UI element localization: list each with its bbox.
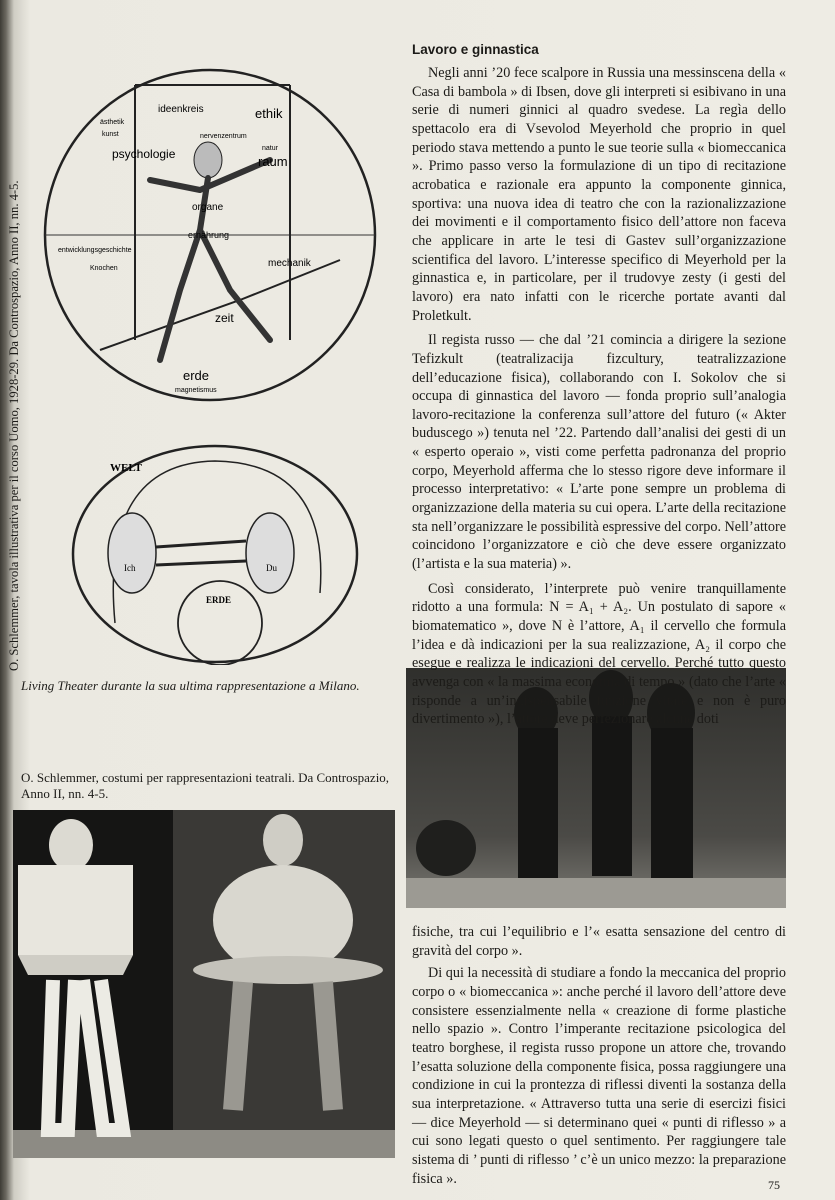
- caption-vertical: O. Schlemmer, tavola illustrativa per il corso Uomo, 1928-29. Da Controspazio, Anno II, nn. 4-5.: [7, 180, 21, 671]
- page-number: 75: [768, 1178, 780, 1192]
- label-raum: raum: [258, 154, 288, 169]
- label-welt: WELT: [110, 462, 143, 474]
- paragraph: Così considerato, l’interprete può venire tranquillamente ridotto a una formula: N = A₁ + A₂. Un postulato di sapore « biomatematico », dove N è l’attore, A₁ il cervello che formula l’idea e dà indicazioni per la sua realizzazione, A₂ il corpo che esegue e realizza le indicazioni del cervello. Perché tutto questo avvenga con « la massima economia di tempo » (dato che l’arte « risponde a un’indispensabile funzione vitale e non è puro divertimento »), l’attore deve perfezionare alcune doti: [412, 580, 786, 728]
- label-ernaehrung: ernährung: [188, 230, 230, 240]
- paragraph: Di qui la necessità di studiare a fondo la meccanica del proprio corpo o « biomeccanica »: anche perché il lavoro dell’attore deve consistere essenzialmente nella « creazione di forme plastiche nello spazio ». Contro l’imperante recitazione psicologica del teatro borghese, il regista russo propone un attore che, trovando l’esatta soluzione della componente fisica, possa raggiungere una condizione in cui la prontezza di riflessi diventi la sostanza della sua interpretazione. « Attraverso tutta una serie di esercizi fisici — dice Meyerhold — si determinano quei « punti di riflesso » a cui sono legati questo o quel sentimento. Per raggiungere tale sistema di ’ punti di riflesso ’ c’è un unico mezzo: la preparazione fisica ».: [412, 965, 786, 1187]
- caption-costumes: O. Schlemmer, costumi per rappresentazioni teatrali. Da Controspazio, Anno II, nn. 4-5.: [21, 770, 390, 801]
- label-nervenzentrum: nervenzentrum: [200, 133, 247, 140]
- column-text-2: [412, 923, 786, 1188]
- label-psychologie: psychologie: [112, 147, 176, 161]
- label-erde: erde: [183, 368, 210, 383]
- label-ideenkreis: ideenkreis: [158, 104, 204, 115]
- label-entwicklung: entwicklungsgeschichte: [58, 247, 132, 254]
- label-magnetismus: magnetismus: [175, 387, 217, 394]
- label-ethik: ethik: [255, 106, 283, 121]
- costumes-illustration: [13, 810, 395, 1158]
- label-knochen: Knochen: [90, 265, 118, 272]
- paragraph: Negli anni ’20 fece scalpore in Russia una messinscena della « Casa di bambola » di Ibsen, dove gli interpreti si esibivano in una serie di numeri ginnici al quadro svedese. La regìa dello spettacolo era di Vsevolod Meyerhold che proprio in quel periodo stava mettendo a punto le sue teorie sulla « biomeccanica ». Primo passo verso la formulazione di un tipo di recitazione acrobatica e razionale era appunto la componente ginnica, sportiva: una nuova idea di teatro che con la razionalizzazione dei movimenti e il comportamento fisico dell’attore non faceva che applicare in arte le tesi di Gastev sull’organizzazione scientifica del lavoro. L’interesse specifico di Meyerhold per la ginnastica e, in particolare, per il trudovye zesty (i gesti del lavoro) era nato infatti con le ricerche portate avanti dal Proletkult.: [412, 65, 786, 324]
- caption-living-theater: Living Theater durante la sua ultima rappresentazione a Milano.: [21, 678, 360, 693]
- paragraph: fisiche, tra cui l’equilibrio e l’« esatta sensazione del centro di gravità del corpo ».: [412, 924, 786, 959]
- paragraph: Il regista russo — che dal ’21 comincia a dirigere la sezione Tefizkult (teatralizacija fizculturу, teatralizzazione dell’educazione fisica), collaborando con I. Sokolov che si occupa di ginnastica del lavoro — fonda proprio sull’analogia lavoro-recitazione la conferenza sull’attore del futuro (« Akter buduscego ») tenuta nel ’22. Partendo dall’analisi dei gesti di un « esperto operaio », visti come perfetta padronanza del proprio corpo, Meyerhold afferma che lo stesso rigore deve informare il processo interpretativo: « L’arte pone sempre un problema di organizzazione della materia su cui opera. L’arte della recitazione sta nell’organizzare le possibilità espressive del corpo. Nell’attore coincidono l’organizzatore e ciò che deve essere organizzato (l’artista e la sua materia) ».: [412, 332, 786, 573]
- label-ich: Ich: [124, 563, 136, 573]
- schlemmer-man-diagram: [40, 40, 380, 430]
- label-kunst: kunst: [102, 131, 119, 138]
- section-heading: Lavoro e ginnastica: [412, 42, 539, 57]
- label-erde-2: ERDE: [206, 595, 232, 605]
- costumes-photo: [13, 810, 395, 1158]
- label-du: Du: [266, 563, 277, 573]
- schlemmer-welt-diagram: [70, 443, 360, 665]
- column-text-1: [412, 64, 786, 729]
- label-mechanik: mechanik: [268, 258, 311, 269]
- label-natur: natur: [262, 145, 278, 152]
- label-aesthetik: ästhetik: [100, 119, 125, 126]
- label-zeit: zeit: [215, 311, 234, 325]
- label-organe: organe: [192, 202, 224, 213]
